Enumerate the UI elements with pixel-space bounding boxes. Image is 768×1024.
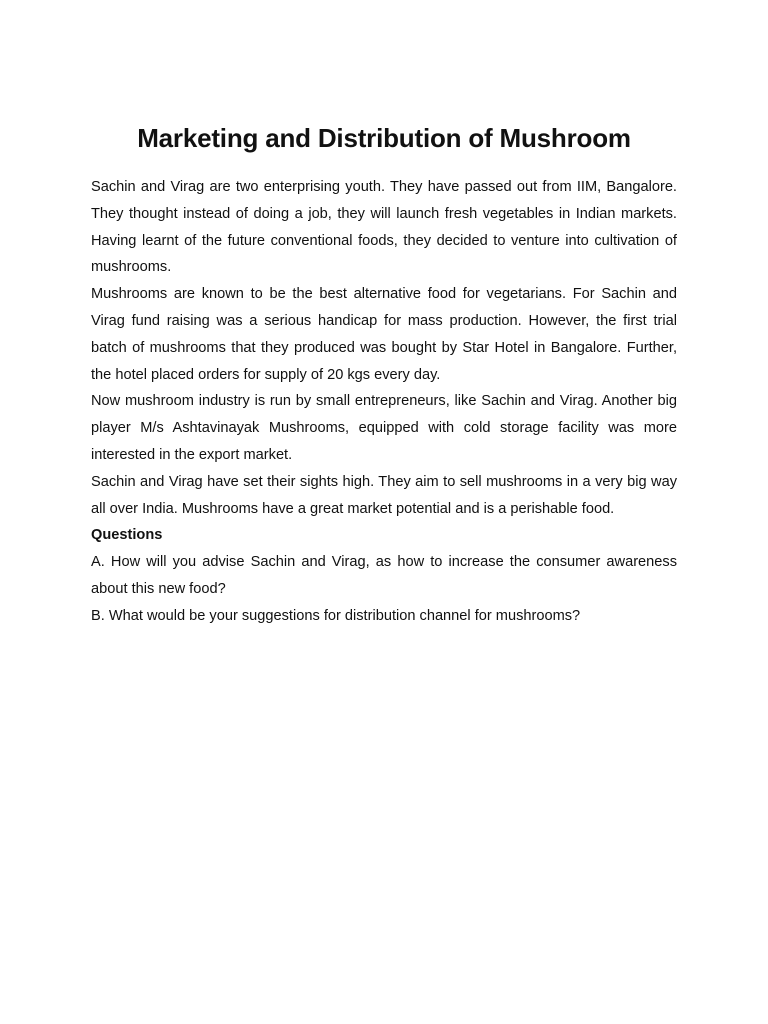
document-body — [91, 174, 677, 630]
questions-heading: Questions — [91, 527, 163, 544]
paragraph-production: Mushrooms are known to be the best alternative food for vegetarians. For Sachin and Virag fund raising was a serious handicap for mass production. However, the first trial batch of mushrooms that they produced was bought by Star Hotel in Bangalore. Further, the hotel placed orders for supply of 20 kgs every day. — [91, 286, 677, 383]
page-title: Marketing and Distribution of Mushroom — [137, 123, 631, 153]
paragraph-intro: Sachin and Virag are two enterprising youth. They have passed out from IIM, Bangalore. They thought instead of doing a job, they will launch fresh vegetables in Indian markets. Having learnt of the future conventional foods, they decided to venture into cultivation of mushrooms. — [91, 179, 677, 276]
question-a: A. How will you advise Sachin and Virag, as how to increase the consumer awareness about this new food? — [91, 554, 677, 597]
paragraph-goals: Sachin and Virag have set their sights high. They aim to sell mushrooms in a very big way all over India. Mushrooms have a great market potential and is a perishable food. — [91, 473, 677, 517]
question-b: B. What would be your suggestions for distribution channel for mushrooms? — [91, 607, 581, 624]
paragraph-industry: Now mushroom industry is run by small entrepreneurs, like Sachin and Virag. Another big player M/s Ashtavinayak Mushrooms, equipped with cold storage facility was more interested in the export market. — [91, 393, 677, 463]
